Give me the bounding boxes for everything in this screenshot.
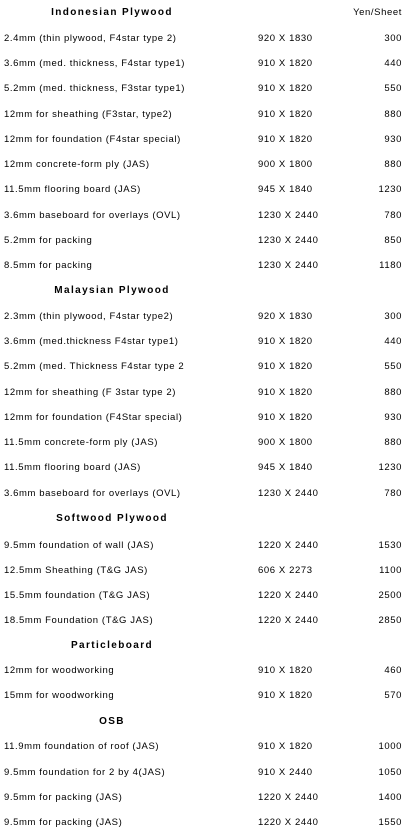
item-description: 12mm for sheathing (F 3star type 2) [4, 387, 177, 398]
item-price: 440 [384, 336, 402, 347]
table-row [0, 460, 406, 476]
item-description: 9.5mm foundation of wall (JAS) [4, 540, 155, 551]
item-size: 945 X 1840 [258, 184, 313, 195]
section-heading-softwood-plywood [0, 511, 406, 527]
item-price: 780 [384, 488, 402, 499]
item-price: 1550 [378, 817, 402, 828]
item-description: 8.5mm for packing [4, 260, 93, 271]
item-price: 2850 [378, 615, 402, 626]
table-row [0, 157, 406, 173]
item-description: 11.9mm foundation of roof (JAS) [4, 741, 160, 752]
item-size: 900 X 1800 [258, 437, 313, 448]
section-heading-osb [0, 714, 406, 730]
item-size: 1220 X 2440 [258, 540, 319, 551]
item-price: 460 [384, 665, 402, 676]
item-description: 15.5mm foundation (T&G JAS) [4, 590, 151, 601]
table-row [0, 56, 406, 72]
item-description: 5.2mm (med. Thickness F4star type 2 [4, 361, 185, 372]
item-size: 910 X 2440 [258, 767, 313, 778]
item-size: 910 X 1820 [258, 387, 313, 398]
item-price: 880 [384, 387, 402, 398]
section-title: Indonesian Plywood [51, 7, 173, 18]
item-price: 1000 [378, 741, 402, 752]
section-title: Softwood Plywood [56, 513, 168, 524]
table-row [0, 563, 406, 579]
item-price: 570 [384, 690, 402, 701]
item-size: 1230 X 2440 [258, 488, 319, 499]
item-description: 2.3mm (thin plywood, F4star type2) [4, 311, 174, 322]
item-price: 550 [384, 83, 402, 94]
table-row [0, 486, 406, 502]
item-size: 910 X 1820 [258, 741, 313, 752]
item-description: 18.5mm Foundation (T&G JAS) [4, 615, 154, 626]
table-row [0, 410, 406, 426]
item-size: 910 X 1820 [258, 412, 313, 423]
item-description: 2.4mm (thin plywood, F4star type 2) [4, 33, 177, 44]
item-price: 930 [384, 134, 402, 145]
item-description: 12mm for foundation (F4Star special) [4, 412, 183, 423]
item-description: 9.5mm foundation for 2 by 4(JAS) [4, 767, 166, 778]
item-description: 9.5mm for packing (JAS) [4, 817, 123, 828]
table-row [0, 815, 406, 831]
item-size: 910 X 1820 [258, 134, 313, 145]
item-price: 780 [384, 210, 402, 221]
table-row [0, 765, 406, 781]
table-row [0, 334, 406, 350]
item-price: 880 [384, 109, 402, 120]
item-price: 1050 [378, 767, 402, 778]
table-row [0, 309, 406, 325]
item-description: 3.6mm baseboard for overlays (OVL) [4, 488, 181, 499]
table-row [0, 107, 406, 123]
table-row [0, 790, 406, 806]
section-heading-particleboard [0, 638, 406, 654]
item-size: 910 X 1820 [258, 83, 313, 94]
table-row [0, 31, 406, 47]
table-row [0, 208, 406, 224]
item-price: 880 [384, 437, 402, 448]
item-description: 15mm for woodworking [4, 690, 115, 701]
item-size: 1220 X 2440 [258, 590, 319, 601]
table-row [0, 538, 406, 554]
item-description: 12.5mm Sheathing (T&G JAS) [4, 565, 148, 576]
section-heading-indonesian-plywood [0, 5, 406, 21]
item-description: 5.2mm (med. thickness, F3star type1) [4, 83, 186, 94]
table-row [0, 663, 406, 679]
item-size: 1220 X 2440 [258, 615, 319, 626]
item-description: 12mm for woodworking [4, 665, 115, 676]
item-description: 3.6mm baseboard for overlays (OVL) [4, 210, 181, 221]
table-row [0, 385, 406, 401]
item-price: 880 [384, 159, 402, 170]
table-row [0, 182, 406, 198]
item-size: 1230 X 2440 [258, 260, 319, 271]
item-size: 910 X 1820 [258, 109, 313, 120]
section-title: OSB [99, 716, 125, 727]
item-price: 300 [384, 311, 402, 322]
item-price: 2500 [378, 590, 402, 601]
section-title: Malaysian Plywood [54, 285, 170, 296]
item-price: 850 [384, 235, 402, 246]
item-size: 606 X 2273 [258, 565, 313, 576]
unit-label: Yen/Sheet [353, 7, 402, 18]
item-description: 12mm for foundation (F4star special) [4, 134, 181, 145]
item-size: 900 X 1800 [258, 159, 313, 170]
item-description: 11.5mm flooring board (JAS) [4, 462, 141, 473]
item-size: 920 X 1830 [258, 311, 313, 322]
item-size: 1220 X 2440 [258, 817, 319, 828]
item-price: 1100 [379, 565, 402, 576]
item-price: 1230 [378, 184, 402, 195]
item-size: 920 X 1830 [258, 33, 313, 44]
item-price: 300 [384, 33, 402, 44]
item-price: 1400 [378, 792, 402, 803]
item-price: 1180 [379, 260, 402, 271]
item-description: 3.6mm (med.thickness F4star type1) [4, 336, 179, 347]
table-row [0, 588, 406, 604]
item-size: 945 X 1840 [258, 462, 313, 473]
item-description: 3.6mm (med. thickness, F4star type1) [4, 58, 186, 69]
table-row [0, 435, 406, 451]
table-row [0, 613, 406, 629]
table-row [0, 739, 406, 755]
item-description: 11.5mm concrete-form ply (JAS) [4, 437, 159, 448]
section-heading-malaysian-plywood [0, 283, 406, 299]
table-row [0, 132, 406, 148]
item-size: 1230 X 2440 [258, 210, 319, 221]
item-size: 910 X 1820 [258, 690, 313, 701]
item-price: 550 [384, 361, 402, 372]
item-description: 12mm for sheathing (F3star, type2) [4, 109, 173, 120]
item-description: 12mm concrete-form ply (JAS) [4, 159, 150, 170]
table-row [0, 359, 406, 375]
item-description: 11.5mm flooring board (JAS) [4, 184, 141, 195]
item-size: 910 X 1820 [258, 665, 313, 676]
item-price: 1530 [378, 540, 402, 551]
table-row [0, 81, 406, 97]
table-row [0, 233, 406, 249]
item-description: 9.5mm for packing (JAS) [4, 792, 123, 803]
item-description: 5.2mm for packing [4, 235, 93, 246]
item-price: 440 [384, 58, 402, 69]
item-size: 910 X 1820 [258, 336, 313, 347]
item-price: 930 [384, 412, 402, 423]
item-size: 910 X 1820 [258, 361, 313, 372]
item-size: 1220 X 2440 [258, 792, 319, 803]
section-title: Particleboard [70, 640, 154, 651]
item-size: 910 X 1820 [258, 58, 313, 69]
item-size: 1230 X 2440 [258, 235, 319, 246]
table-row [0, 688, 406, 704]
table-row [0, 258, 406, 274]
item-price: 1230 [378, 462, 402, 473]
